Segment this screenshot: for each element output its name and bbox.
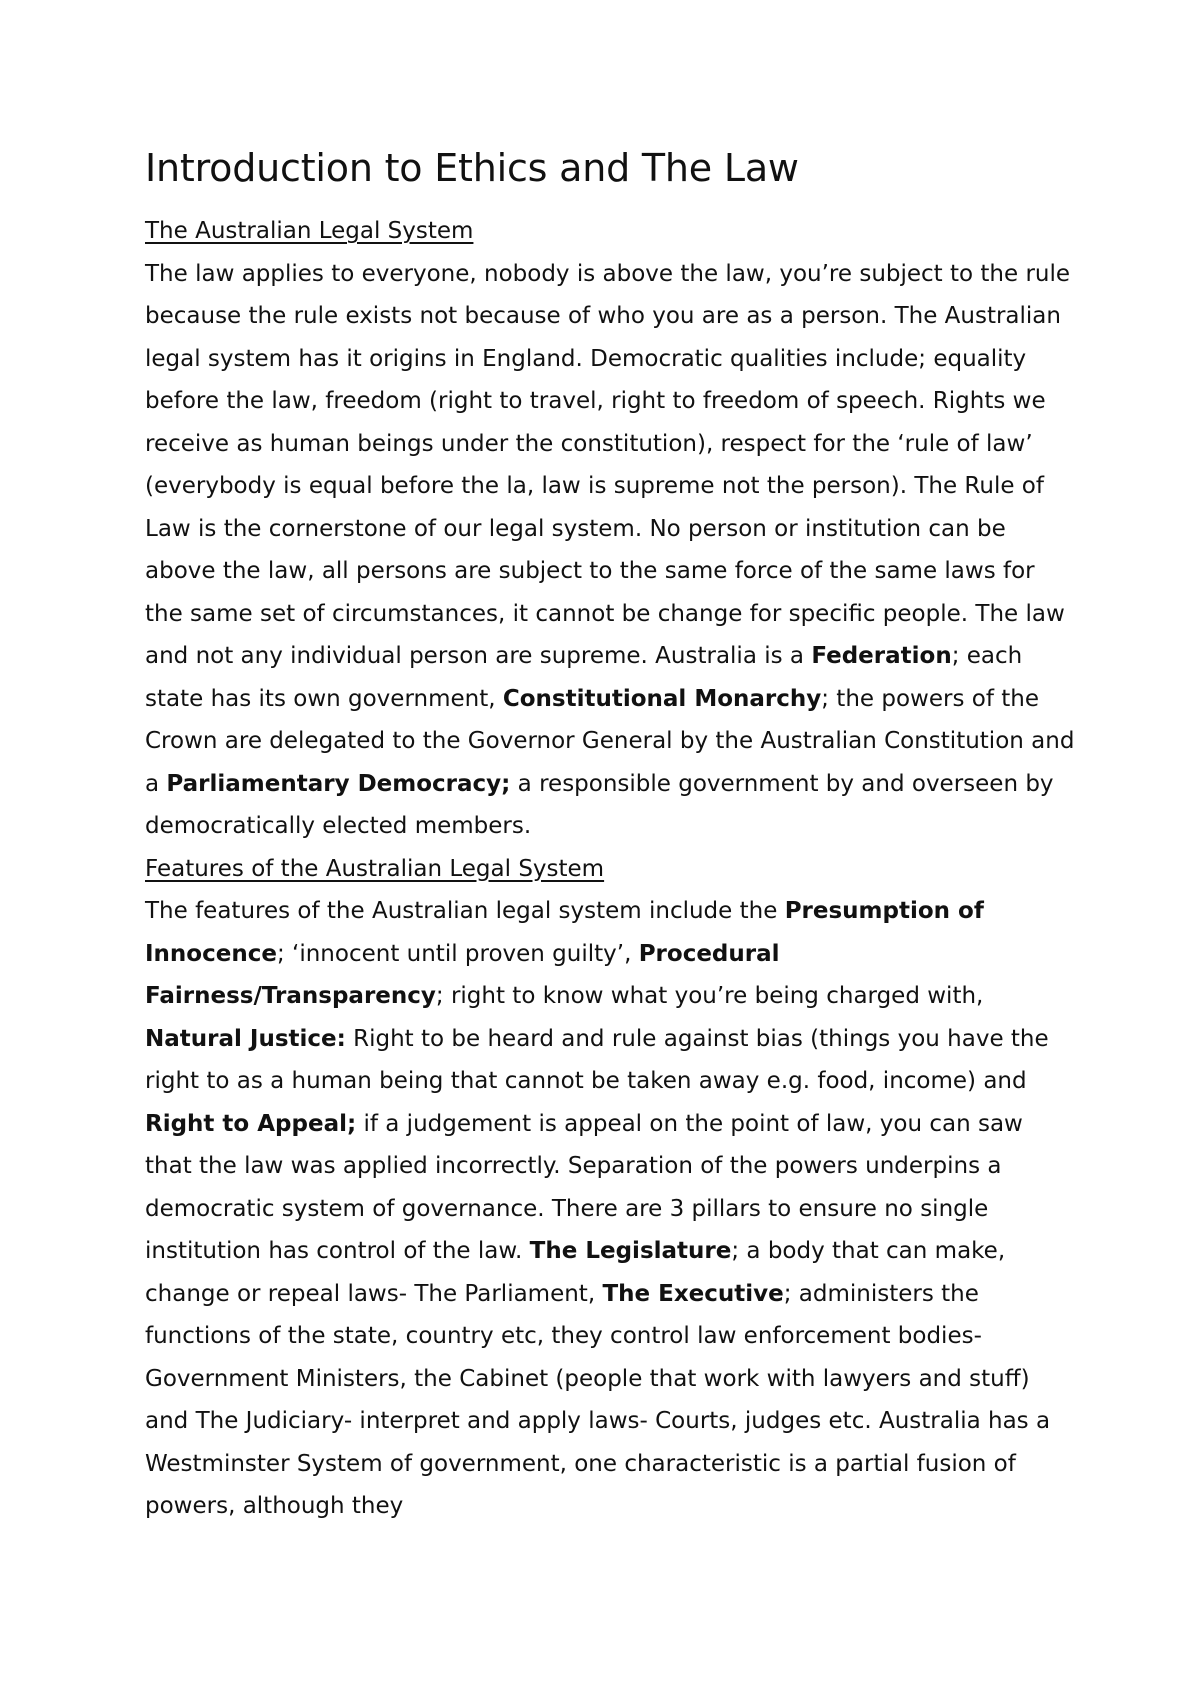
text-run: ; right to know what you’re being charged with, — [435, 983, 984, 1009]
text-run: a responsible government by and overseen by democratically elected members. — [145, 770, 1054, 839]
bold-term-constitutional-monarchy: Constitutional Monarchy — [502, 685, 822, 712]
bold-term-executive: The Executive — [602, 1280, 784, 1307]
section-paragraph — [145, 890, 1075, 1528]
bold-term-procedural-fairness: Procedural Fairness/Transparency — [145, 940, 780, 1009]
bold-term-parliamentary-democracy: Parliamentary Democracy; — [166, 770, 511, 797]
bold-term-right-to-appeal: Right to Appeal; — [145, 1110, 357, 1137]
bold-term-federation: Federation — [811, 643, 952, 669]
section-australian-legal-system — [145, 210, 1075, 848]
text-run: Right to be heard and rule against bias (things you have the right to as a human being that cannot be taken away e.g. food, income) and — [145, 1025, 1049, 1094]
bold-term-presumption-of-innocence: Presumption of Innocence — [145, 898, 984, 967]
bold-term-legislature: The Legislature — [529, 1238, 732, 1264]
text-run: ; the powers of the Crown are delegated to the Governor General by the Australian Constitution and a — [145, 685, 1075, 797]
section-paragraph — [145, 253, 1075, 848]
text-run: The features of the Australian legal system include the — [145, 898, 785, 924]
document-title: Introduction to Ethics and The Law — [145, 146, 799, 190]
text-run: ; each state has its own government, — [145, 643, 1023, 712]
section-heading: Features of the Australian Legal System — [145, 855, 605, 882]
document-page — [145, 140, 1075, 1528]
text-run: The law applies to everyone, nobody is above the law, you’re subject to the rule because the rule exists not because of who you are as a person. The Australian legal system has it origins in England. Democratic qualities include; equality before the law, freedom (right to travel, right to freedom of speech. Rights we receive as human beings under the constitution), respect for the ‘rule of law’ (everybody is equal before the la, law is supreme not the person). The Rule of Law is the cornerstone of our legal system. No person or institution can be above the law, all persons are subject to the same force of the same laws for the same set of circumstances, it cannot be change for specific people. The law and not any individual person are supreme. Australia is a — [145, 260, 1071, 669]
bold-term-natural-justice: Natural Justice: — [145, 1025, 346, 1052]
text-run: ; administers the functions of the state, country etc, they control law enforcement bodies- Government Ministers, the Cabinet (people that work with lawyers and stuff) and The Judiciary- interpret and apply laws- Courts, judges etc. Australia has a Westminster System of government, one characteristic is a partial fusion of powers, although they — [145, 1280, 1051, 1519]
text-run: ; a body that can make, change or repeal laws- The Parliament, — [145, 1238, 1006, 1307]
text-run: ; ‘innocent until proven guilty’, — [276, 940, 639, 967]
section-features-of-legal-system — [145, 848, 1075, 1528]
text-run: if a judgement is appeal on the point of law, you can saw that the law was applied incorrectly. Separation of the powers underpins a democratic system of governance. There are 3 pillars to ensure no single institution has control of the law. — [145, 1110, 1023, 1264]
section-heading: The Australian Legal System — [145, 218, 474, 244]
